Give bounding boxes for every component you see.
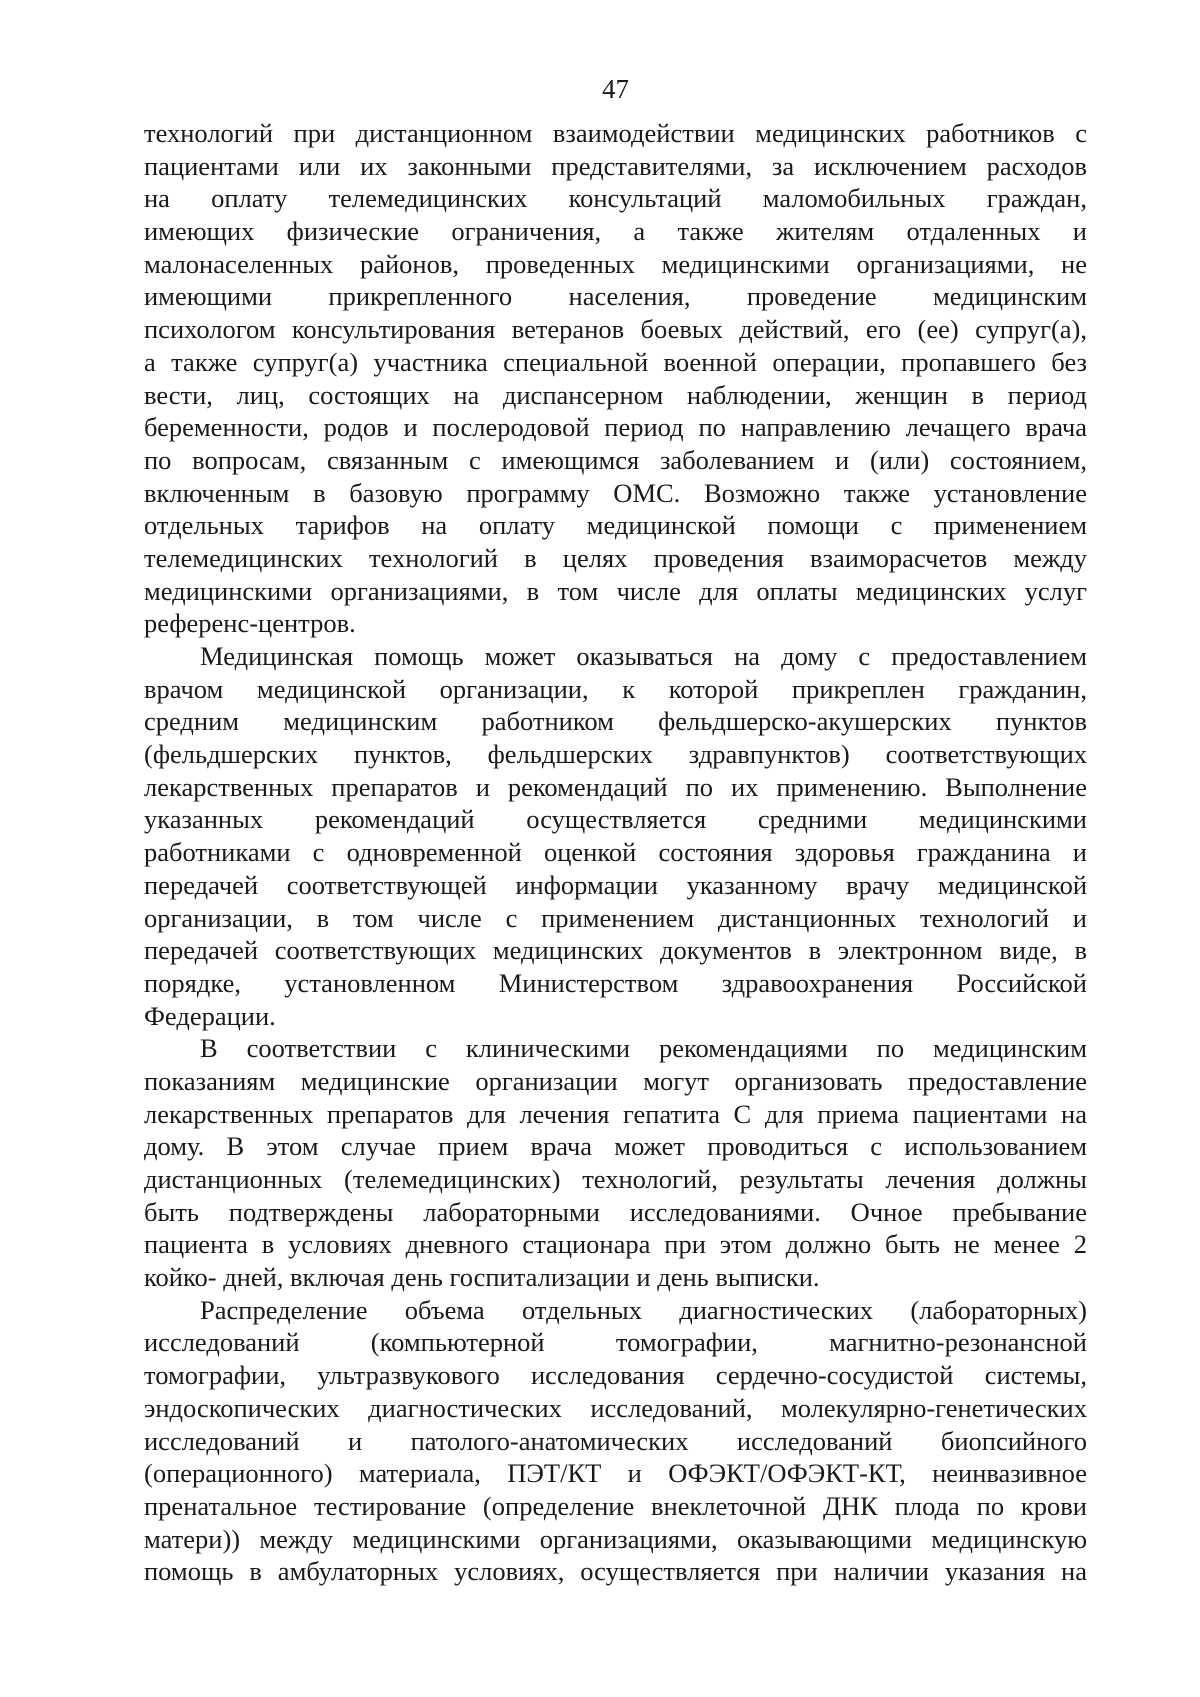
text-line: телемедицинских технологий в целях проведения взаиморасчетов между xyxy=(144,542,1087,573)
text-line: койко- дней, включая день госпитализации и день выписки. xyxy=(144,1262,820,1293)
text-line: лекарственных препаратов и рекомендаций по их применению. Выполнение xyxy=(144,771,1087,802)
text-line: работниками с одновременной оценкой состояния здоровья гражданина и xyxy=(144,837,1087,868)
text-line: Медицинская помощь может оказываться на дому с предоставлением xyxy=(200,641,1087,671)
text-line: малонаселенных районов, проведенных медицинскими организациями, не xyxy=(144,248,1087,279)
text-line: медицинскими организациями, в том числе для оплаты медицинских услуг xyxy=(144,575,1087,606)
text-line: помощь в амбулаторных условиях, осуществляется при наличии указания на xyxy=(144,1556,1087,1587)
text-line: технологий при дистанционном взаимодействии медицинских работников с xyxy=(144,118,1087,148)
text-line: исследований (компьютерной томографии, магнитно-резонансной xyxy=(144,1327,1087,1358)
text-line: лекарственных препаратов для лечения гепатита С для приема пациентами на xyxy=(144,1098,1087,1129)
text-line: включенным в базовую программу ОМС. Возможно также установление xyxy=(144,477,1087,508)
text-line: (фельдшерских пунктов, фельдшерских здравпунктов) соответствующих xyxy=(144,739,1087,770)
text-line: быть подтверждены лабораторными исследованиями. Очное пребывание xyxy=(144,1196,1087,1227)
text-line: порядке, установленном Министерством здравоохранения Российской xyxy=(144,967,1087,998)
text-line: эндоскопических диагностических исследований, молекулярно-генетических xyxy=(144,1392,1087,1423)
text-line: пациентами или их законными представителями, за исключением расходов xyxy=(144,150,1087,181)
text-line: Федерации. xyxy=(144,1000,276,1031)
text-line: матери)) между медицинскими организациями, оказывающими медицинскую xyxy=(144,1523,1087,1554)
text-line: на оплату телемедицинских консультаций маломобильных граждан, xyxy=(144,183,1087,214)
text-line: беременности, родов и послеродовой период по направлению лечащего врача xyxy=(144,412,1087,443)
text-line: отдельных тарифов на оплату медицинской помощи с применением xyxy=(144,510,1087,541)
text-line: показаниям медицинские организации могут организовать предоставление xyxy=(144,1065,1087,1096)
text-line: вести, лиц, состоящих на диспансерном наблюдении, женщин в период xyxy=(144,379,1087,410)
text-line: по вопросам, связанным с имеющимся заболеванием и (или) состоянием, xyxy=(144,444,1087,475)
text-line: томографии, ультразвукового исследования сердечно-сосудистой системы, xyxy=(144,1360,1087,1391)
text-line: организации, в том числе с применением дистанционных технологий и xyxy=(144,902,1087,933)
document-body xyxy=(144,117,1087,1588)
text-line: передачей соответствующей информации указанному врачу медицинской xyxy=(144,869,1087,900)
text-line: исследований и патолого-анатомических исследований биопсийного xyxy=(144,1425,1087,1456)
text-line: имеющих физические ограничения, а также жителям отдаленных и xyxy=(144,216,1087,247)
text-line: указанных рекомендаций осуществляется средними медицинскими xyxy=(144,804,1087,835)
text-line: средним медицинским работником фельдшерско-акушерских пунктов xyxy=(144,706,1087,737)
text-line: Распределение объема отдельных диагностических (лабораторных) xyxy=(200,1294,1087,1325)
text-line: дому. В этом случае прием врача может проводиться с использованием xyxy=(144,1131,1087,1162)
page-number: 47 xyxy=(602,74,629,104)
text-line: пренатальное тестирование (определение внеклеточной ДНК плода по крови xyxy=(144,1490,1087,1521)
text-line: дистанционных (телемедицинских) технологий, результаты лечения должны xyxy=(144,1164,1087,1194)
text-line: а также супруг(а) участника специальной военной операции, пропавшего без xyxy=(144,346,1087,377)
text-line: врачом медицинской организации, к которой прикреплен гражданин, xyxy=(144,673,1087,704)
text-line: референс-центров. xyxy=(144,608,356,639)
text-line: пациента в условиях дневного стационара при этом должно быть не менее 2 xyxy=(144,1229,1087,1260)
text-line: передачей соответствующих медицинских документов в электронном виде, в xyxy=(144,935,1087,966)
text-line: В соответствии с клиническими рекомендациями по медицинским xyxy=(200,1033,1087,1064)
text-line: (операционного) материала, ПЭТ/КТ и ОФЭКТ/ОФЭКТ-КТ, неинвазивное xyxy=(144,1458,1087,1489)
text-line: психологом консультирования ветеранов боевых действий, его (ее) супруг(а), xyxy=(144,314,1087,345)
text-line: имеющими прикрепленного населения, проведение медицинским xyxy=(144,281,1087,312)
